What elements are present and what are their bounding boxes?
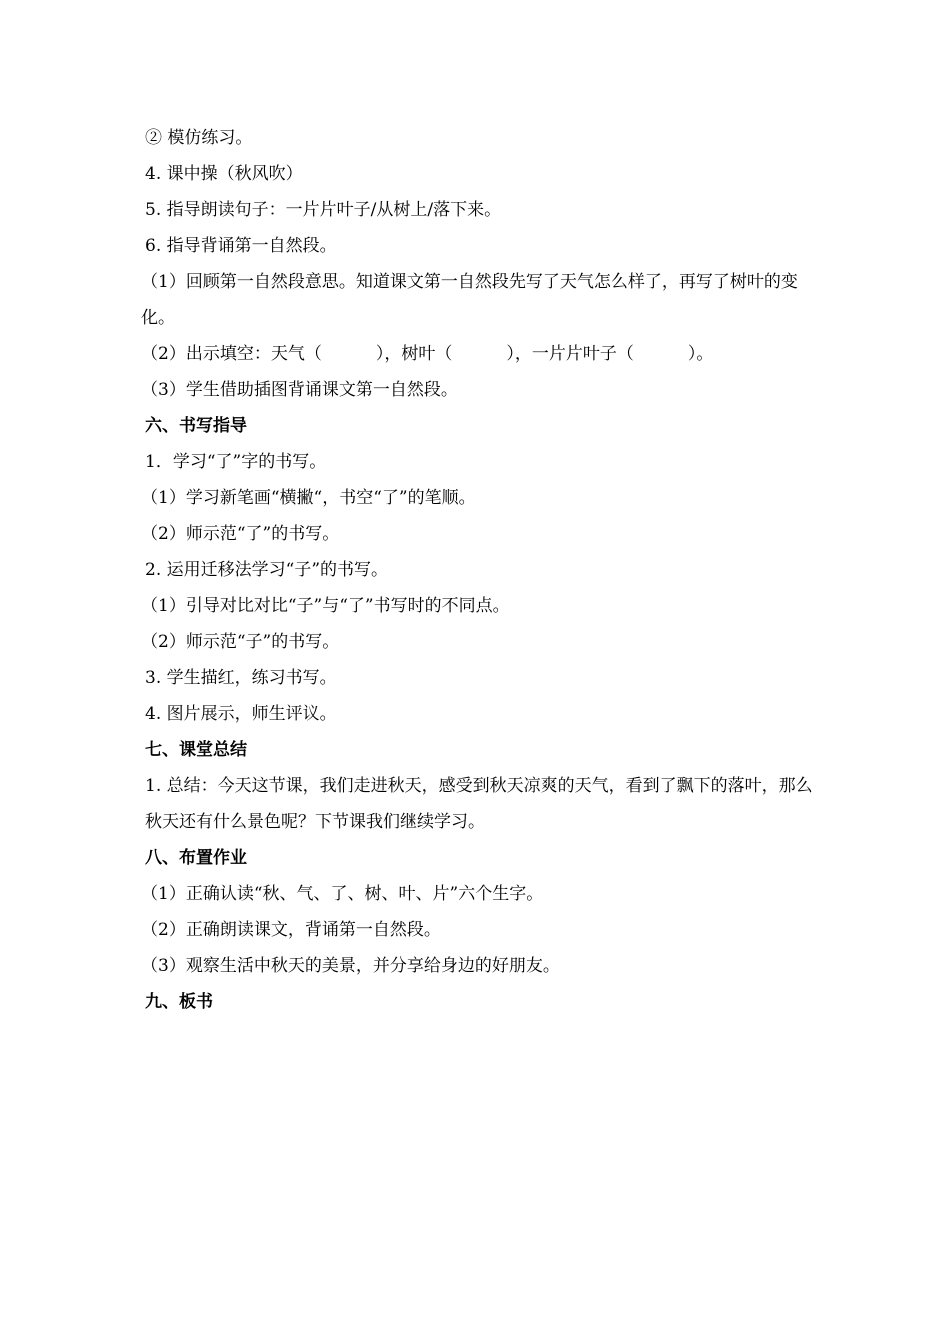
- section-heading: 八、布置作业: [145, 848, 247, 868]
- blank-text-2: ），树叶（: [375, 344, 453, 364]
- text-line: ② 模仿练习。: [145, 128, 253, 148]
- text-line: 5. 指导朗读句子：一片片叶子/从树上/落下来。: [145, 200, 502, 220]
- text-line: （1）引导对比对比“子”与“了”书写时的不同点。: [141, 596, 510, 616]
- section-heading: 六、书写指导: [145, 416, 247, 436]
- text-line: （2）正确朗读课文，背诵第一自然段。: [141, 920, 441, 940]
- blank-text-4: ）。: [687, 344, 714, 364]
- text-line: 3. 学生描红，练习书写。: [145, 668, 337, 688]
- text-line: 4. 图片展示，师生评议。: [145, 704, 337, 724]
- text-line: （3）观察生活中秋天的美景，并分享给身边的好朋友。: [141, 956, 560, 976]
- text-line: 1．学习“了”字的书写。: [145, 452, 327, 472]
- text-line: （1）正确认读“秋、气、了、树、叶、片”六个生字。: [141, 884, 544, 904]
- text-line: （2）师示范“子”的书写。: [141, 632, 340, 652]
- blank-text-3: ），一片片叶子（: [506, 344, 634, 364]
- lesson-plan-body: [141, 120, 825, 1020]
- text-paragraph: 1. 总结：今天这节课，我们走进秋天，感受到秋天凉爽的天气，看到了飘下的落叶，那么秋天还有什么景色呢？下节课我们继续学习。: [145, 776, 813, 832]
- section-heading: 九、板书: [145, 992, 213, 1012]
- section-heading: 七、课堂总结: [145, 740, 247, 760]
- text-line: （2）师示范“了”的书写。: [141, 524, 340, 544]
- text-line: 6. 指导背诵第一自然段。: [145, 236, 337, 256]
- text-line: 4. 课中操（秋风吹）: [145, 164, 303, 184]
- text-line: （3）学生借助插图背诵课文第一自然段。: [141, 380, 458, 400]
- text-paragraph: （1）回顾第一自然段意思。知道课文第一自然段先写了天气怎么样了，再写了树叶的变化。: [141, 272, 798, 328]
- text-line: 2. 运用迁移法学习“子”的书写。: [145, 560, 389, 580]
- fill-in-blank-line: [141, 336, 825, 372]
- blank-text-1: （2）出示填空：天气（: [141, 344, 322, 364]
- text-line: （1）学习新笔画“横撇“，书空“了”的笔顺。: [141, 488, 476, 508]
